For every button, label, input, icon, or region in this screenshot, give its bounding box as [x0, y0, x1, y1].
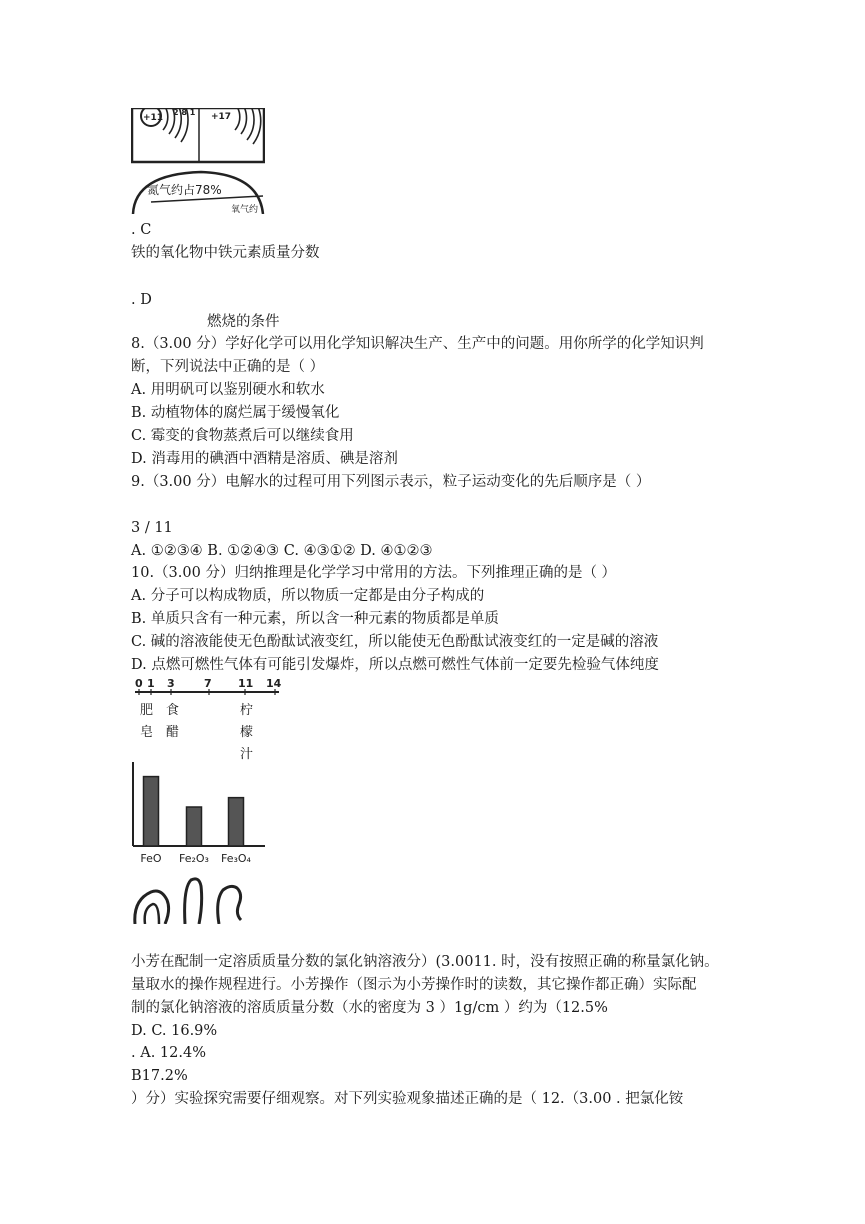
ph-tick-14: 14	[266, 677, 282, 690]
question-9-options: A. ①②③④ B. ①②④③ C. ④③①② D. ④①②③	[131, 543, 433, 559]
atom-structure-figure	[131, 108, 265, 164]
text-line-3: . D	[131, 292, 152, 308]
question-10-option-b: B. 单质只含有一种元素，所以含一种元素的物质都是单质	[131, 611, 499, 627]
ph-label-vinegar: 食醋	[166, 703, 180, 740]
atom-number-2: +17	[211, 112, 232, 122]
ph-scale-figure	[131, 676, 291, 766]
question-8-option-c: C. 霉变的食物蒸煮后可以继续食用	[131, 428, 354, 444]
ph-tick-1: 1	[147, 677, 155, 690]
ph-tick-0: 0	[135, 677, 143, 690]
pie-label-nitrogen: 氮气约占78%	[147, 183, 222, 197]
question-8-option-b: B. 动植物体的腐烂属于缓慢氧化	[131, 405, 340, 421]
bar-2	[187, 807, 202, 846]
atom-number-1: +11	[143, 113, 164, 123]
text-line-1: . C	[131, 222, 152, 238]
bar-3	[229, 798, 244, 846]
pie-label-oxygen: 氧气约	[231, 205, 259, 214]
bar-label-3: Fe₃O₄	[221, 852, 251, 865]
question-10-stem: 10.（3.00 分）归纳推理是化学学习中常用的方法。下列推理正确的是（ ）	[131, 565, 617, 581]
text-line-4: 燃烧的条件	[207, 314, 280, 330]
ph-label-soap: 肥皂	[140, 703, 154, 740]
iron-oxide-bar-chart	[131, 762, 271, 866]
question-8-stem: 8.（3.00 分）学好化学可以用化学知识解决生产、生产中的问题。用你所学的化学知识判	[131, 336, 704, 352]
air-composition-figure	[131, 168, 265, 214]
page-number: 3 / 11	[131, 520, 173, 536]
question-11-option-b: B17.2%	[131, 1068, 188, 1084]
ph-label-lemon-juice: 柠檬汁	[240, 703, 254, 762]
question-11-option-a: . A. 12.4%	[131, 1045, 206, 1061]
ph-tick-7: 7	[204, 677, 212, 690]
question-8-stem-cont: 断，下列说法中正确的是（ ）	[131, 359, 325, 375]
ph-tick-11: 11	[238, 677, 254, 690]
question-11-stem-cont: 量取水的操作规程进行。小芳操作（图示为小芳操作时的读数，其它操作都正确）实际配	[131, 977, 697, 993]
question-11-stem-cont-2: 制的氯化钠溶液的溶质质量分数（水的密度为 3 ）1g/cm ）约为（12.5%	[131, 1000, 608, 1016]
question-8-option-d: D. 消毒用的碘酒中酒精是溶质、碘是溶剂	[131, 451, 398, 467]
bar-1	[144, 777, 159, 846]
question-11-option-dc: D. C. 16.9%	[131, 1023, 218, 1039]
atom-shell-1: 2 8 1	[173, 108, 196, 117]
bar-label-1: FeO	[140, 852, 162, 865]
question-10-option-a: A. 分子可以构成物质，所以物质一定都是由分子构成的	[131, 588, 485, 604]
question-11-stem: 小芳在配制一定溶质质量分数的氯化钠溶液分）(3.0011. 时，没有按照正确的称量氯化钠。	[131, 954, 719, 970]
question-9-stem: 9.（3.00 分）电解水的过程可用下列图示表示，粒子运动变化的先后顺序是（ ）	[131, 474, 651, 490]
text-line-2: 铁的氧化物中铁元素质量分数	[131, 245, 320, 261]
question-10-option-d: D. 点燃可燃性气体有可能引发爆炸，所以点燃可燃性气体前一定要先检验气体纯度	[131, 657, 659, 673]
question-8-option-a: A. 用明矾可以鉴别硬水和软水	[131, 382, 325, 398]
question-10-option-c: C. 碱的溶液能使无色酚酞试液变红，所以能使无色酚酞试液变红的一定是碱的溶液	[131, 634, 659, 650]
ph-tick-3: 3	[167, 677, 175, 690]
lab-apparatus-figure	[131, 874, 251, 924]
question-12-stem: ）分）实验探究需要仔细观察。对下列实验观象描述正确的是（ 12.（3.00 . 把氯化铵	[131, 1091, 684, 1107]
bar-label-2: Fe₂O₃	[179, 852, 209, 865]
